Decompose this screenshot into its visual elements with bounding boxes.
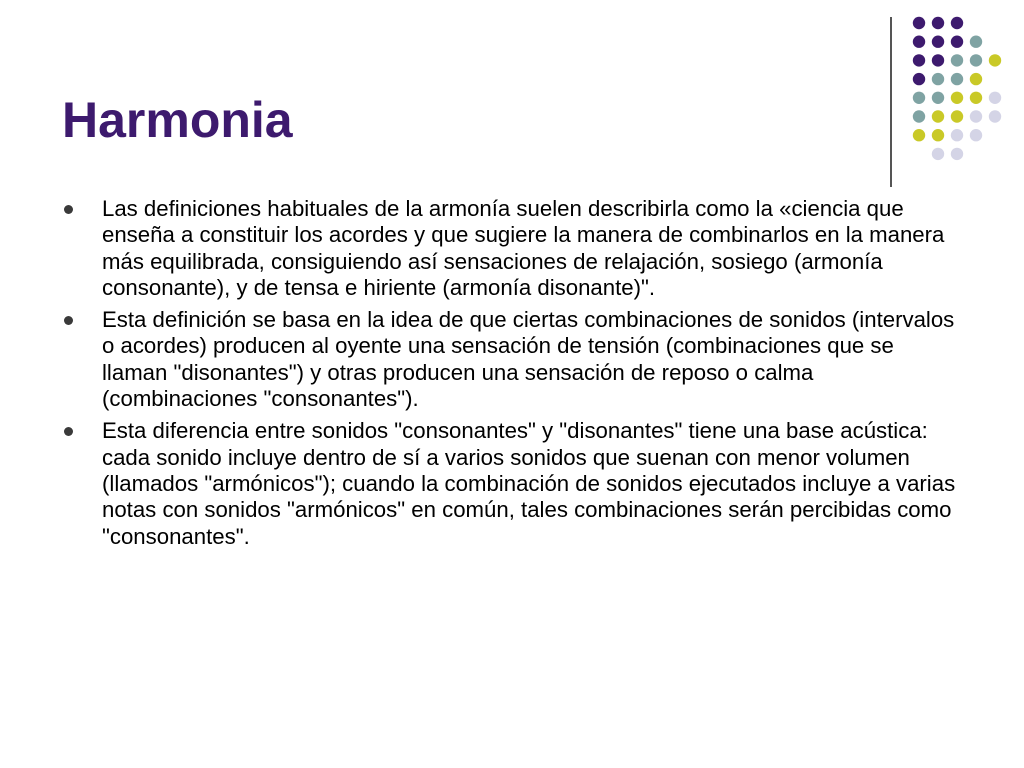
- decorative-dot: [970, 92, 982, 104]
- decorative-dot: [989, 110, 1001, 122]
- decorative-dot: [913, 129, 925, 141]
- decorative-dot: [970, 129, 982, 141]
- decorative-dot: [932, 92, 944, 104]
- bullet-item: [62, 418, 962, 549]
- decorative-dot: [951, 54, 963, 66]
- bullet-dot-icon: [64, 427, 73, 436]
- bullet-item: [62, 196, 962, 301]
- decorative-dot: [989, 92, 1001, 104]
- decorative-dot: [951, 92, 963, 104]
- bullet-dot-icon: [64, 205, 73, 214]
- decorative-dot: [913, 110, 925, 122]
- decorative-dot: [951, 110, 963, 122]
- bullet-text: Las definiciones habituales de la armonía suelen describirla como la «ciencia que enseña a constituir los acordes y que sugiere la manera de combinarlos en la manera más equilibrada, consiguiendo así sensaciones de relajación, sosiego (armonía consonante), y de tensa e hiriente (armonía disonante)".: [102, 196, 945, 300]
- bullet-text: Esta definición se basa en la idea de que ciertas combinaciones de sonidos (intervalos o acordes) producen al oyente una sensación de tensión (combinaciones que se llaman "disonantes") y otras producen una sensación de reposo o calma (combinaciones "consonantes").: [102, 307, 955, 412]
- bullet-text: Esta diferencia entre sonidos "consonantes" y "disonantes" tiene una base acústica: cada sonido incluye dentro de sí a varios sonidos que suenan con menor volumen (llamados "armónicos"); cuando la combinación de sonidos ejecutados incluye a varias notas con sonidos "armónicos" en común, tales combinaciones serán percibidas como "consonantes".: [102, 418, 956, 549]
- decorative-dot: [951, 129, 963, 141]
- decorative-dot: [932, 73, 944, 85]
- decorative-dot: [932, 54, 944, 66]
- decorative-dot: [970, 36, 982, 48]
- decorative-dot: [932, 110, 944, 122]
- decorative-dot: [951, 73, 963, 85]
- decorative-dot: [932, 129, 944, 141]
- decorative-dot: [913, 73, 925, 85]
- decorative-dot: [913, 92, 925, 104]
- bullet-list: [62, 196, 962, 556]
- bullet-dot-icon: [64, 316, 73, 325]
- decorative-dot: [951, 36, 963, 48]
- bullet-item: [62, 307, 962, 412]
- decorative-dot: [970, 110, 982, 122]
- decorative-dot: [932, 17, 944, 29]
- decorative-dot: [989, 54, 1001, 66]
- decorative-dot: [932, 148, 944, 160]
- decorative-dot: [970, 54, 982, 66]
- vertical-divider: [890, 17, 892, 187]
- decorative-dot: [913, 36, 925, 48]
- decorative-dot: [951, 148, 963, 160]
- decorative-dot: [913, 17, 925, 29]
- decorative-dot: [932, 36, 944, 48]
- slide-title: Harmonia: [62, 92, 293, 148]
- decorative-dot: [951, 17, 963, 29]
- decorative-dot: [970, 73, 982, 85]
- decorative-dot: [913, 54, 925, 66]
